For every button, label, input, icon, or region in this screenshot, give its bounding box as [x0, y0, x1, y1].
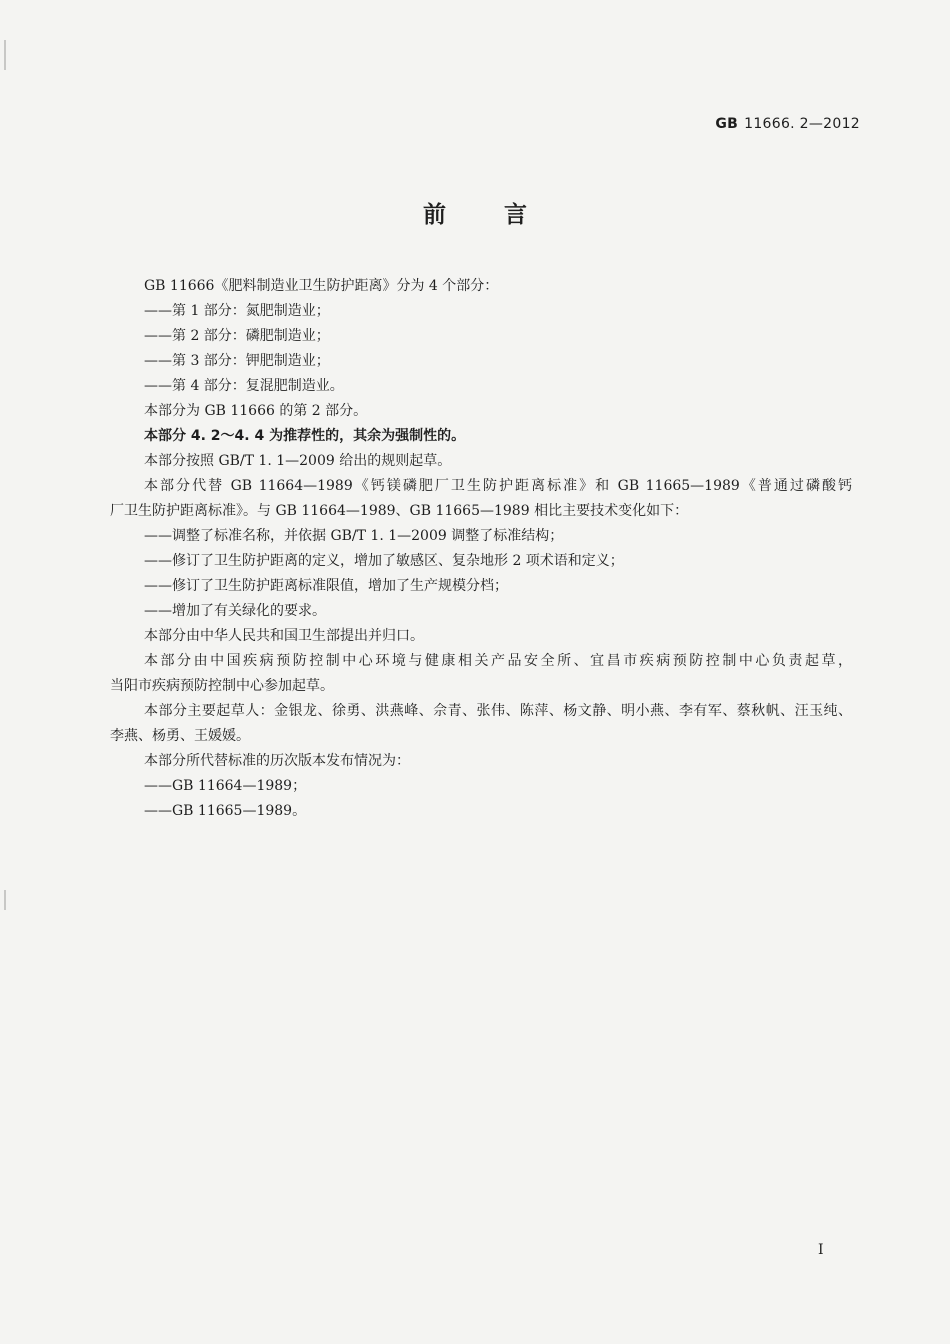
foreword-body — [110, 274, 852, 824]
list-item-part-3: ——第 3 部分：钾肥制造业； — [144, 353, 330, 369]
scan-edge-mark — [4, 890, 6, 910]
list-item-history-1: ——GB 11664—1989； — [144, 778, 307, 794]
paragraph-drafters-org-line-1: 本部分由中国疾病预防控制中心环境与健康相关产品安全所、宜昌市疾病预防控制中心负责起草， — [144, 653, 852, 669]
paragraph-proposer: 本部分由中华人民共和国卫生部提出并归口。 — [144, 628, 424, 644]
standard-prefix: GB — [715, 116, 739, 132]
list-item-change-3: ——修订了卫生防护距离标准限值，增加了生产规模分档； — [144, 578, 508, 594]
list-item-part-4: ——第 4 部分：复混肥制造业。 — [144, 378, 344, 394]
list-item-change-2: ——修订了卫生防护距离的定义，增加了敏感区、复杂地形 2 项术语和定义； — [144, 553, 624, 569]
paragraph-drafters-org-line-2: 当阳市疾病预防控制中心参加起草。 — [110, 678, 334, 694]
list-item-change-1: ——调整了标准名称，并依据 GB/T 1. 1—2009 调整了标准结构； — [144, 528, 564, 544]
list-item-change-4: ——增加了有关绿化的要求。 — [144, 603, 326, 619]
list-item-history-2: ——GB 11665—1989。 — [144, 803, 307, 819]
standard-code — [710, 116, 860, 132]
list-item-part-1: ——第 1 部分：氮肥制造业； — [144, 303, 330, 319]
paragraph-history: 本部分所代替标准的历次版本发布情况为： — [144, 753, 410, 769]
paragraph-replaces-line-1: 本部分代替 GB 11664—1989《钙镁磷肥厂卫生防护距离标准》和 GB 11665—1989《普通过磷酸钙 — [144, 478, 852, 494]
scan-edge-mark — [4, 40, 6, 70]
paragraph-drafting-rules: 本部分按照 GB/T 1. 1—2009 给出的规则起草。 — [144, 453, 452, 469]
list-item-part-2: ——第 2 部分：磷肥制造业； — [144, 328, 330, 344]
standard-number: 11666. 2—2012 — [744, 116, 860, 132]
page-title: 前言 — [423, 202, 585, 228]
paragraph-replaces-line-2: 厂卫生防护距离标准》。与 GB 11664—1989、GB 11665—1989 相比主要技术变化如下： — [110, 503, 689, 519]
paragraph-drafters-line-1: 本部分主要起草人：金银龙、徐勇、洪燕峰、佘青、张伟、陈萍、杨文静、明小燕、李有军、蔡秋帆、汪玉纯、 — [144, 703, 852, 719]
paragraph-intro: GB 11666《肥料制造业卫生防护距离》分为 4 个部分： — [144, 278, 499, 294]
paragraph-drafters-line-2: 李燕、杨勇、王媛媛。 — [110, 728, 250, 744]
paragraph-mandatory-statement: 本部分 4. 2～4. 4 为推荐性的，其余为强制性的。 — [144, 428, 466, 444]
paragraph-part-statement: 本部分为 GB 11666 的第 2 部分。 — [144, 403, 368, 419]
page-number: I — [818, 1242, 824, 1258]
